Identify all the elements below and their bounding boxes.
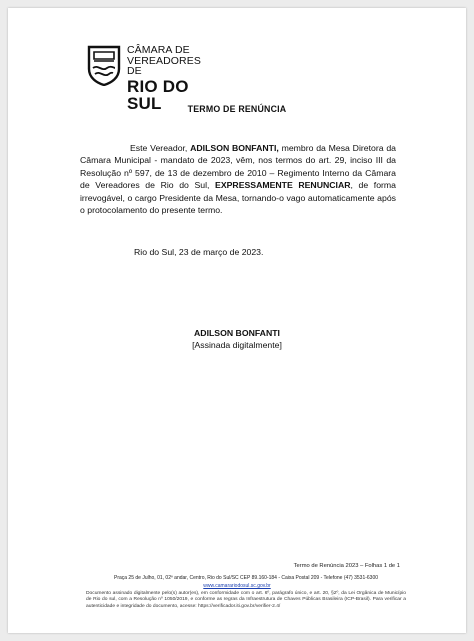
resignation-paragraph bbox=[80, 142, 396, 216]
paragraph-middle: membro da Mesa Diretora da Câmara Municipal - mandato de 2023, vêm, nos termos do art. 29, inciso III da Resolução nº 597, de 13 de dezembro de 2010 – Regimento Interno da Câmara de Vereadores de Rio do Sul, bbox=[80, 143, 396, 191]
logo-wordmark bbox=[127, 45, 216, 112]
paragraph-intro: Este Vereador, bbox=[130, 143, 191, 153]
signature-note: [Assinada digitalmente] bbox=[192, 340, 282, 350]
footer-website-link[interactable]: www.camarariodosul.sc.gov.br bbox=[203, 583, 271, 589]
date-line: Rio do Sul, 23 de março de 2023. bbox=[134, 247, 264, 257]
document-title: TERMO DE RENÚNCIA bbox=[187, 104, 287, 114]
page-counter: Termo de Renúncia 2023 – Folhas 1 de 1 bbox=[293, 563, 400, 569]
logo-line-3: RIO DO SUL bbox=[127, 76, 189, 113]
logo-line-1: CÂMARA DE bbox=[127, 44, 190, 56]
document-page bbox=[8, 8, 466, 633]
paragraph-end: , de forma irrevogável, o cargo Presidente da Mesa, tornando-o vago automaticamente após o protocolamento do presente termo. bbox=[80, 180, 396, 216]
councillor-name: ADILSON BONFANTI, bbox=[190, 143, 279, 153]
city-emblem-icon bbox=[86, 44, 122, 86]
resignation-statement: EXPRESSAMENTE RENUNCIAR bbox=[215, 180, 351, 191]
footer-address: Praça 25 de Julho, 01, 02º andar, Centro, Rio do Sul/SC CEP 89.160-184 - Caixa Postal 209 - Telefone (47) 3531-6300 bbox=[113, 575, 379, 581]
signatory-name: ADILSON BONFANTI bbox=[194, 328, 280, 338]
footer-legal-notice: Documento assinado digitalmente pelo(s) autor(es), em conformidade com o art. 6º, parágrafo único, e art. 20, §2º, da Lei Orgânica de Município de Rio do sul, com a Resolução nº 1050/2019, e conforme as regras da Infraestrutura de Chaves Públicas Brasileira (ICP-Brasil). Para verificar a autenticidade e integridade do documento, acesse: https://verificador.iti.gov.br/verifier-2.4/ bbox=[86, 591, 406, 609]
chamber-logo bbox=[86, 44, 216, 113]
logo-line-2: VEREADORES DE bbox=[127, 54, 201, 77]
